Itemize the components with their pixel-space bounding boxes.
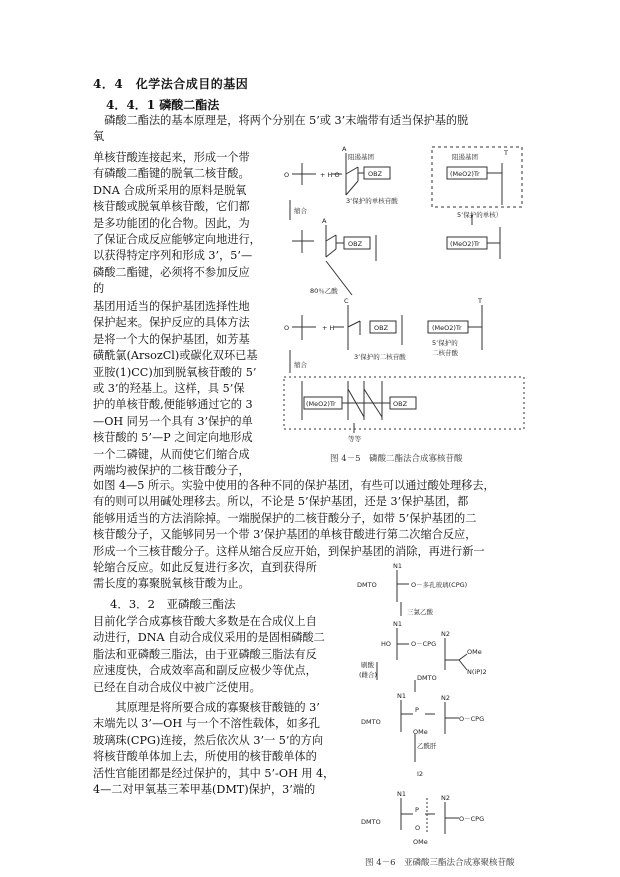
fig46-cpg-3 — [459, 815, 484, 823]
fig46-iodine: I2 — [417, 770, 424, 778]
text-line: 轮缩合反应。如此反复进行多次，直到获得所 — [93, 561, 317, 574]
fig46-n1-a: N1 — [393, 562, 402, 570]
fig46-cpg-label — [411, 580, 467, 589]
fig45-label-h2: + H — [322, 324, 335, 332]
text-line: 已经在自动合成仪中被广泛使用。 — [93, 680, 261, 694]
fig46-ome-1: OMe — [467, 648, 482, 656]
fig45-acid-label: 80％乙酸 — [310, 287, 338, 295]
figure-4-5-caption: 图 4－5 磷酸二酯法合成寡核苷酸 — [330, 454, 463, 464]
fig45-letter-a2: A — [322, 217, 327, 225]
text-line: 目前化学合成寡核苷酸大多数是在合成仪上自 — [93, 615, 317, 628]
fig45-letter-t2: T — [478, 297, 482, 305]
fig45-letter-a1: A — [342, 145, 347, 153]
text-line: 能够用适当的方法消除掉。一端脱保护的二核苷酸分子，如带 5’保护基团的二 — [93, 511, 477, 525]
fig45-mmtr-1: (MeO2)Tr — [450, 170, 480, 178]
fig46-o-prefix: O－ — [459, 815, 471, 823]
text-line: 的 — [93, 282, 105, 296]
fig45-3protect-label: 3’保护的单核苷酸 — [346, 197, 398, 205]
fig46-p-2: P — [415, 806, 419, 814]
fig46-dmto-4: DMTO — [361, 818, 381, 826]
section-heading: 4．4 化学法合成目的基因 — [93, 77, 249, 91]
fig45-mmtr-3: (MeO2)Tr — [432, 324, 462, 332]
fig46-dmto-3: DMTO — [361, 718, 381, 726]
paragraph-intro — [93, 113, 529, 146]
text-line: 护的单核苷酸,便能够通过它的 3 — [93, 398, 253, 412]
fig46-cpg-1-text: CPG — [422, 640, 437, 648]
text-line: 玻璃珠(CPG)连接，然后依次从 3’一 5’的方向 — [93, 733, 324, 747]
fig46-cpg-2 — [459, 715, 484, 723]
fig46-n1-b: N1 — [393, 620, 402, 628]
fig46-cpg-2-text: CPG — [470, 715, 485, 723]
fig45-dinuc5-label-b: 二核苷酸 — [432, 349, 458, 357]
fig45-obz-1: OBZ — [368, 170, 383, 178]
text-line: 将核苷酸单体加上去，所使用的核苷酸单体的 — [93, 750, 317, 764]
text-line: —OH 同另一个具有 3’保护的单 — [93, 414, 253, 428]
fig45-obz-2: OBZ — [348, 240, 363, 248]
fig46-tca-label: 三氯乙酸 — [407, 608, 433, 616]
fig45-obz-3: OBZ — [374, 324, 389, 332]
paragraph-mid-3 — [93, 700, 345, 798]
text-line: 是将一个大的保护基团，如芳基 — [93, 332, 250, 346]
fig46-n2-b: N2 — [441, 694, 450, 702]
text-line: 末端先以 3’—OH 与一个不溶性载体，如多孔 — [93, 717, 320, 731]
fig46-ho: HO — [381, 640, 392, 648]
fig46-n1-c: N1 — [397, 692, 406, 700]
fig45-label-h: + H O — [320, 171, 340, 179]
fig45-5protect-label: 5’保护的单核） — [457, 211, 503, 219]
text-line: 其原理是将所要合成的寡聚核苷酸链的 3’ — [93, 701, 320, 714]
text-line: 氧 — [93, 130, 105, 144]
fig46-dmto-2: DMTO — [417, 674, 437, 682]
fig46-p-1: P — [415, 706, 419, 714]
text-line: 如图 4—5 所示。实验中使用的各种不同的保护基团，有些可以通过酸处理移去， — [93, 479, 495, 492]
fig46-n2-a: N2 — [441, 630, 450, 638]
text-line: 4—二对甲氧基三苯甲基(DMT)保护，3’端的 — [93, 783, 316, 797]
text-line: 核苷酸或脱氧单核苷酸，它们都 — [93, 200, 250, 214]
text-line: 两端均被保护的二核苷酸分子， — [93, 464, 250, 478]
text-line: 亚胺(1)CC)加到脱氧核苷酸的 5’ — [93, 365, 257, 379]
paragraph-mid-2 — [93, 614, 345, 696]
fig46-tetrazole-a: 刷酸 — [361, 661, 374, 669]
text-line: 一个二磷键，从而使它们缩合成 — [93, 447, 250, 461]
text-line: 核苷酸分子，又能够同另一个带 3’保护基团的单核苷酸进行第二次缩合反应， — [93, 528, 477, 542]
text-line: 形成一个三核苷酸分子。这样从缩合反应开始，到保护基团的消除，再进行新一 — [93, 544, 485, 558]
fig46-dmto-1: DMTO — [357, 581, 377, 589]
paragraph-mid-1 — [93, 560, 345, 593]
fig45-protect-label-a: 阻遏基团 — [348, 153, 374, 161]
text-line: 磺酰氯(ArsozCl)或碳化双环已基 — [93, 349, 258, 363]
fig46-cpg-label-text: 多孔玻璃(CPG) — [422, 581, 468, 589]
fig46-n1-d: N1 — [397, 790, 406, 798]
paragraph-left-1 — [93, 150, 281, 298]
text-line: 有的则可以用碱处理移去。所以，不论是 5’保护基团，还是 3’保护基团，都 — [93, 495, 469, 509]
fig45-mmtr-2: (MeO2)Tr — [450, 240, 480, 248]
subsection-heading-phosphodiester: 4．4．1 磷酸二酯法 — [106, 98, 220, 112]
paragraph-wide — [93, 478, 529, 560]
fig45-label-o: O — [284, 171, 290, 179]
text-line: 是多功能团的化合物。因此，为 — [93, 216, 250, 230]
fig46-o-prefix: O－ — [459, 715, 471, 723]
text-line: 应速度快，合成效率高和副反应极少等优点， — [93, 664, 317, 678]
figure-4-5-phosphodiester-diagram — [282, 145, 527, 445]
text-line: 单核苷酸连接起来，形成一个带 — [93, 151, 250, 164]
fig45-mmtr-4: (MeO2)Tr — [306, 400, 336, 408]
figure-4-6-caption: 图 4－6 亚磷酸三酯法合成寡聚核苷酸 — [365, 858, 515, 868]
text-line: 脂法和亚磷酸三脂法，由于亚磷酸三脂法有反 — [93, 647, 317, 661]
text-line: 动进行，DNA 自动合成仪采用的是固相磷酸二 — [93, 631, 325, 645]
fig46-cpg-3-text: CPG — [470, 815, 485, 823]
text-line: 保护起来。保护反应的具体方法 — [93, 316, 250, 330]
text-line: 了保证合成反应能够定向地进行， — [93, 233, 261, 247]
fig45-dinuc3-label: 3’保护的二核苷酸 — [354, 353, 406, 361]
fig46-n2-c: N2 — [441, 794, 450, 802]
fig46-o-prefix: O－ — [411, 640, 423, 648]
fig46-tetrazole-b: (雌合) — [359, 671, 378, 679]
fig45-obz-4: OBZ — [393, 400, 408, 408]
text-line: 磷酸二酯键，必须将不参加反应 — [93, 265, 250, 279]
text-line: 或 3’的羟基上。这样，具 5’保 — [93, 382, 245, 396]
fig45-letter-t1: T — [504, 149, 508, 157]
fig46-o: O — [415, 824, 421, 832]
figure-4-6-phosphite-diagram — [355, 562, 515, 852]
fig46-acetic: 乙酰肝 — [417, 742, 437, 750]
fig45-letter-c1: C — [344, 297, 349, 305]
fig45-condense-label-2: 缩合 — [294, 361, 307, 369]
fig46-o-prefix: O－ — [411, 581, 423, 589]
fig45-protect-label-b: 阻遏基团 — [452, 153, 478, 161]
paragraph-left-2 — [93, 299, 281, 479]
text-line: 有磷酸二酯键的脱氧二核苷酸。 — [93, 167, 250, 181]
subsection-heading-phosphite: 4．3．2 亚磷酸三酯法 — [110, 597, 236, 611]
fig46-cpg-1 — [411, 640, 436, 648]
fig46-ome-3: OMe — [413, 838, 428, 846]
fig45-etc-label: 等等 — [348, 435, 361, 443]
fig45-label-o2: O — [284, 324, 290, 332]
text-line: 活性官能团都是经过保护的，其中 5’-OH 用 4， — [93, 766, 335, 780]
text-line: 核苷酸的 5’—P 之间定向地形成 — [93, 431, 253, 445]
text-line: 基团用适当的保护基团选择性地 — [93, 300, 250, 313]
text-line: 需长度的寡聚脱氧核苷酸为止。 — [93, 577, 250, 591]
text-line: 以获得特定序列和形成 3’，5’— — [93, 249, 253, 263]
fig45-condense-label-1: 缩合 — [294, 207, 307, 215]
text-line: 磷酸二酯法的基本原理是，将两个分别在 5’或 3’末端带有适当保护基的脱 — [93, 114, 469, 127]
text-line: DNA 合成所采用的原料是脱氧 — [93, 183, 247, 197]
fig46-nip: N(iP)2 — [467, 668, 487, 676]
fig46-ome-2: OMe — [413, 728, 428, 736]
fig45-dinuc5-label-a: 5’保护的 — [432, 339, 458, 347]
